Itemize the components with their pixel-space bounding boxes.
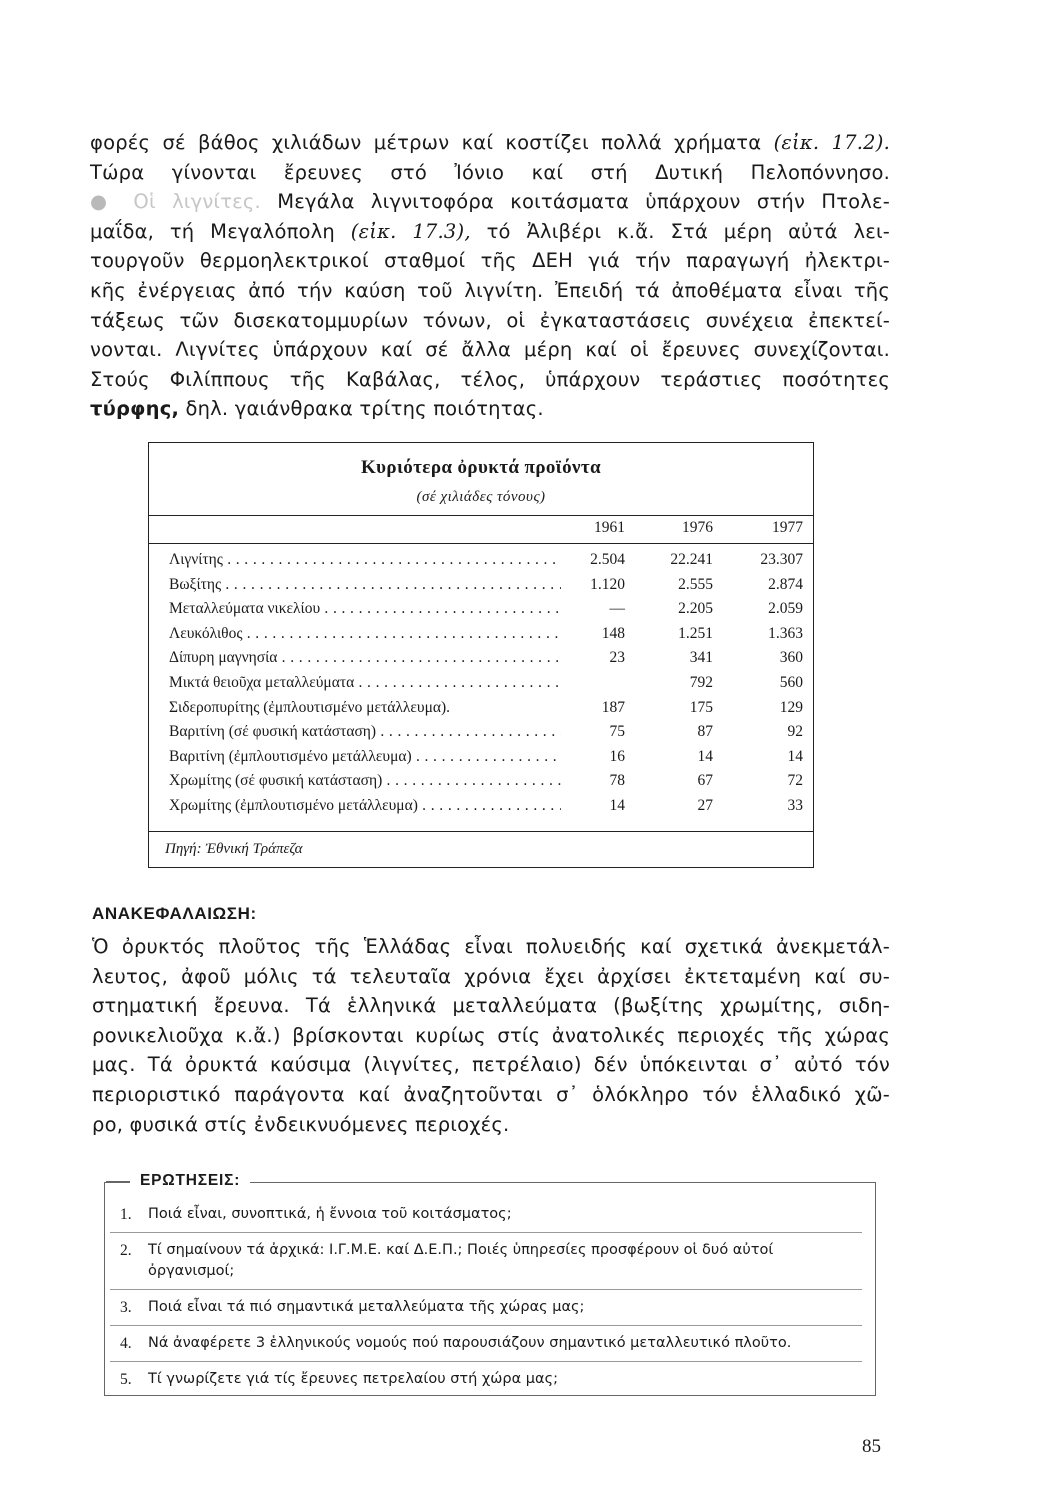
page-number: 85 bbox=[862, 1436, 881, 1457]
intro-line-4: μαΐδα, τή Μεγαλόπολη (εἰκ. 17.3), τό Ἀλιβέρι κ.ἄ. Στά μέρη αὐτά λει- bbox=[90, 219, 890, 243]
cell-1976: 175 bbox=[689, 698, 713, 716]
table-row bbox=[169, 625, 809, 650]
table-row bbox=[169, 600, 809, 625]
cell-1976: 341 bbox=[689, 649, 713, 667]
cell-1961: 1.120 bbox=[590, 575, 625, 593]
question-separator bbox=[110, 1232, 862, 1233]
question-text: Ποιά εἶναι τά πιό σημαντικά μεταλλεύματα τῆς χώρας μας; bbox=[148, 1299, 585, 1315]
cell-1961: 2.504 bbox=[590, 551, 625, 568]
cell-1976: 14 bbox=[697, 747, 713, 765]
cell-1977: 560 bbox=[779, 673, 803, 691]
table-row bbox=[169, 649, 809, 674]
table-header-row bbox=[169, 519, 809, 541]
cell-1977: 33 bbox=[787, 796, 803, 814]
table-row bbox=[169, 772, 809, 797]
intro-line-5: τουργοῦν θερμοηλεκτρικοί σταθμοί τῆς ΔΕΗ γιά τήν παραγωγή ἠλεκτρι- bbox=[90, 249, 890, 273]
table-source: Πηγή: Ἐθνική Τράπεζα bbox=[165, 841, 303, 857]
cell-1961: 14 bbox=[609, 796, 625, 814]
mineral-name: Βαριτίνη (ἐμπλουτισμένο μετάλλευμα) . . . bbox=[169, 748, 561, 766]
cell-1961: 75 bbox=[609, 723, 625, 741]
table-divider bbox=[149, 515, 813, 516]
mineral-name: Λιγνίτης . . . bbox=[169, 551, 561, 569]
cell-1977: 2.874 bbox=[768, 575, 803, 593]
cell-1961: 187 bbox=[601, 698, 625, 716]
question-number: 5. bbox=[120, 1371, 132, 1388]
summary-line: περιοριστικό παράγοντα καί ἀναζητοῦνται σ᾽ ὁλόκληρο τόν ἑλλαδικό χῶ- bbox=[92, 1082, 890, 1106]
table-row bbox=[169, 797, 809, 822]
table-title: Κυριότερα ὀρυκτά προϊόντα bbox=[360, 457, 602, 478]
question-item bbox=[120, 1204, 862, 1225]
questions-heading: ΕΡΩΤΗΣΕΙΣ: bbox=[130, 1172, 250, 1190]
mineral-name: Μεταλλεύματα νικελίου . . . bbox=[169, 600, 561, 618]
peat-term: τύρφης, bbox=[90, 397, 180, 421]
summary-line: μας. Τά ὀρυκτά καύσιμα (λιγνίτες, πετρέλαιο) δέν ὑπόκεινται σ᾽ αὐτό τόν bbox=[92, 1053, 890, 1077]
question-text: Νά ἀναφέρετε 3 ἑλληνικούς νομούς πού παρουσιάζουν σημαντικό μεταλλευτικό πλοῦτο. bbox=[148, 1335, 792, 1351]
year-header: 1977 bbox=[772, 519, 803, 536]
question-number: 1. bbox=[120, 1206, 132, 1223]
question-item bbox=[120, 1297, 862, 1318]
summary-line: ρονικελιοῦχα κ.ἄ.) βρίσκονται κυρίως στίς ἀνατολικές περιοχές τῆς χώρας bbox=[92, 1023, 890, 1047]
table-row bbox=[169, 576, 809, 601]
intro-line-1: φορές σέ βάθος χιλιάδων μέτρων καί κοστίζει πολλά χρήματα (εἰκ. 17.2). bbox=[90, 131, 890, 154]
cell-1976: 22.241 bbox=[670, 551, 713, 568]
cell-1976: 27 bbox=[697, 796, 713, 814]
cell-1976: 792 bbox=[689, 673, 713, 691]
question-number: 4. bbox=[120, 1335, 132, 1352]
cell-1977: 14 bbox=[787, 747, 803, 765]
summary-line: Ὁ ὀρυκτός πλοῦτος τῆς Ἑλλάδας εἶναι πολυειδής καί σχετικά ἀνεκμετάλ- bbox=[92, 935, 890, 958]
summary-paragraph bbox=[92, 932, 890, 1139]
cell-1977: 23.307 bbox=[760, 551, 803, 568]
table-row bbox=[169, 699, 809, 724]
summary-line: ρο, φυσικά στίς ἐνδεικνυόμενες περιοχές. bbox=[92, 1112, 510, 1136]
year-header: 1961 bbox=[594, 519, 625, 536]
cell-1961: — bbox=[609, 600, 625, 618]
bullet-icon: ● bbox=[90, 190, 118, 214]
table-row bbox=[169, 748, 809, 773]
mineral-name: Χρωμίτης (σέ φυσική κατάσταση) . . . bbox=[169, 772, 561, 790]
intro-line-2: Τώρα γίνονται ἔρευνες στό Ἰόνιο καί στή Δυτική Πελοπόννησο. bbox=[90, 160, 890, 184]
cell-1977: 2.059 bbox=[768, 600, 803, 618]
cell-1977: 92 bbox=[787, 723, 803, 741]
table-row bbox=[169, 723, 809, 748]
cell-1976: 2.555 bbox=[678, 575, 713, 593]
intro-line-7: τάξεως τῶν δισεκατομμυρίων τόνων, οἱ ἐγκαταστάσεις συνέχεια ἐπεκτεί- bbox=[90, 308, 890, 332]
mineral-name: Δίπυρη μαγνησία . . . bbox=[169, 649, 561, 667]
question-item bbox=[120, 1240, 862, 1282]
cell-1961: 23 bbox=[609, 649, 625, 667]
cell-1977: 360 bbox=[779, 649, 803, 667]
intro-line-3: ● Οἱ λιγνίτες. Μεγάλα λιγνιτοφόρα κοιτάσματα ὑπάρχουν στήν Πτολε- bbox=[90, 190, 891, 214]
question-separator bbox=[110, 1325, 862, 1326]
questions-box-dash bbox=[106, 1181, 132, 1182]
table-divider bbox=[149, 831, 813, 832]
mineral-name: Σιδεροπυρίτης (ἐμπλουτισμένο μετάλλευμα). bbox=[169, 698, 451, 716]
lignite-label: Οἱ λιγνίτες. bbox=[133, 190, 261, 214]
question-number: 2. bbox=[120, 1242, 132, 1259]
mineral-name: Λευκόλιθος . . . bbox=[169, 625, 561, 643]
table-row bbox=[169, 551, 809, 576]
table-body bbox=[169, 551, 809, 822]
cell-1961: 148 bbox=[601, 624, 625, 642]
question-item bbox=[120, 1369, 862, 1390]
cell-1976: 1.251 bbox=[678, 624, 713, 642]
table-subtitle: (σέ χιλιάδες τόνους) bbox=[416, 489, 546, 505]
intro-line-9: Στούς Φιλίππους τῆς Καβάλας, τέλος, ὑπάρχουν τεράστιες ποσότητες bbox=[90, 367, 890, 391]
mineral-name: Βαριτίνη (σέ φυσική κατάσταση) . . . bbox=[169, 723, 561, 741]
questions-list bbox=[120, 1204, 862, 1397]
question-separator bbox=[110, 1361, 862, 1362]
cell-1977: 129 bbox=[779, 698, 803, 716]
year-header: 1976 bbox=[682, 519, 713, 536]
question-text: Τί γνωρίζετε γιά τίς ἔρευνες πετρελαίου στή χώρα μας; bbox=[148, 1371, 558, 1387]
question-item bbox=[120, 1333, 862, 1354]
cell-1977: 72 bbox=[787, 772, 803, 790]
question-text: Τί σημαίνουν τά ἀρχικά: Ι.Γ.Μ.Ε. καί Δ.Ε.Π.; Ποιές ὑπηρεσίες προσφέρουν οἱ δυό αὐτοί ὀργανισμοί; bbox=[148, 1242, 774, 1279]
cell-1976: 67 bbox=[697, 772, 713, 790]
mineral-name: Βωξίτης . . . bbox=[169, 576, 561, 594]
cell-1961: 16 bbox=[609, 747, 625, 765]
mineral-name: Χρωμίτης (ἐμπλουτισμένο μετάλλευμα) . . . bbox=[169, 797, 561, 815]
cell-1976: 87 bbox=[697, 723, 713, 741]
intro-line-8: νονται. Λιγνίτες ὑπάρχουν καί σέ ἄλλα μέρη καί οἱ ἔρευνες συνεχίζονται. bbox=[90, 338, 890, 362]
question-number: 3. bbox=[120, 1299, 132, 1316]
cell-1976: 2.205 bbox=[678, 600, 713, 618]
table-row bbox=[169, 674, 809, 699]
question-separator bbox=[110, 1289, 862, 1290]
summary-line: στηματική ἔρευνα. Τά ἑλληνικά μεταλλεύματα (βωξίτης χρωμίτης, σιδη- bbox=[92, 994, 890, 1018]
mineral-name: Μικτά θειοῦχα μεταλλεύματα . . . bbox=[169, 674, 561, 692]
cell-1961: 78 bbox=[609, 772, 625, 790]
cell-1977: 1.363 bbox=[768, 624, 803, 642]
question-text: Ποιά εἶναι, συνοπτικά, ἡ ἔννοια τοῦ κοιτάσματος; bbox=[148, 1206, 512, 1222]
table-divider bbox=[149, 543, 813, 544]
summary-heading: ΑΝΑΚΕΦΑΛΑΙΩΣΗ: bbox=[92, 904, 257, 923]
intro-line-6: κῆς ἐνέργειας ἀπό τήν καύση τοῦ λιγνίτη. Ἐπειδή τά ἀποθέματα εἶναι τῆς bbox=[90, 278, 890, 302]
intro-paragraph bbox=[90, 128, 890, 424]
intro-line-10: τύρφης, δηλ. γαιάνθρακα τρίτης ποιότητας. bbox=[90, 397, 544, 421]
minerals-table bbox=[148, 442, 814, 868]
summary-line: λευτος, ἀφοῦ μόλις τά τελευταῖα χρόνια ἔχει ἀρχίσει ἐκτεταμένη καί συ- bbox=[92, 964, 890, 988]
